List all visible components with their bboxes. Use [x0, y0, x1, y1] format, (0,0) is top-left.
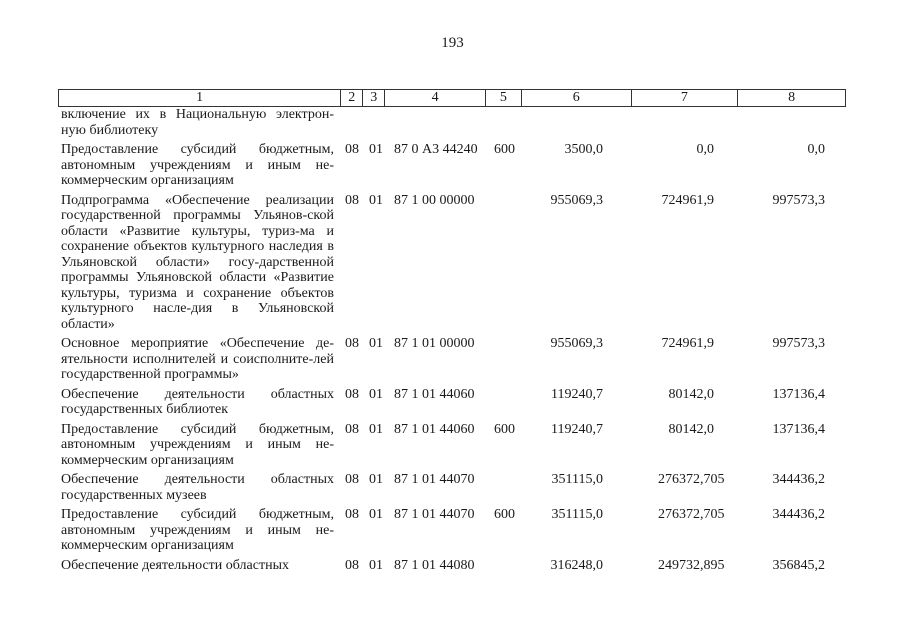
row-description: Предоставление субсидий бюджетным, автономным учреждениям и иным не-коммерческим организациям [61, 507, 334, 553]
cell-target-code: 87 1 01 44070 [394, 472, 475, 487]
cell-subchapter: 01 [369, 557, 383, 573]
cell-value-col7: 0,0 [696, 142, 714, 157]
cell-value-col7: 276372,705 [658, 507, 725, 522]
cell-value-col6: 955069,3 [550, 192, 603, 208]
cell-subchapter: 01 [369, 142, 383, 157]
header-col-5: 5 [486, 90, 522, 106]
cell-subchapter: 01 [369, 386, 383, 402]
cell-value-col7: 80142,0 [668, 421, 714, 437]
table-row [61, 107, 841, 138]
cell-expense-type: 600 [494, 142, 515, 157]
cell-subchapter: 01 [369, 336, 383, 351]
cell-value-col7: 724961,9 [661, 192, 714, 208]
table-body [61, 108, 841, 573]
cell-value-col7: 249732,895 [658, 557, 725, 573]
cell-chapter: 08 [345, 192, 359, 208]
cell-value-col6: 3500,0 [564, 142, 603, 157]
row-description: Обеспечение деятельности областных [61, 557, 289, 573]
cell-chapter: 08 [345, 336, 359, 351]
cell-subchapter: 01 [369, 421, 383, 437]
cell-value-col6: 955069,3 [550, 336, 603, 351]
cell-value-col8: 344436,2 [772, 472, 825, 487]
cell-target-code: 87 1 01 44070 [394, 507, 475, 522]
header-col-7: 7 [632, 90, 739, 106]
cell-chapter: 08 [345, 472, 359, 487]
cell-value-col6: 351115,0 [551, 472, 603, 487]
row-description: Предоставление субсидий бюджетным, автономным учреждениям и иным не-коммерческим организациям [61, 421, 334, 468]
cell-subchapter: 01 [369, 507, 383, 522]
cell-chapter: 08 [345, 507, 359, 522]
row-description: Предоставление субсидий бюджетным, автономным учреждениям и иным не-коммерческим организациям [61, 142, 334, 188]
cell-target-code: 87 1 01 44060 [394, 421, 475, 437]
cell-value-col6: 119240,7 [551, 421, 603, 437]
cell-value-col8: 137136,4 [772, 386, 825, 402]
table-row [61, 387, 841, 418]
header-col-8: 8 [788, 90, 796, 105]
header-col-4: 4 [385, 90, 486, 106]
page-number: 193 [441, 35, 464, 51]
cell-value-col8: 997573,3 [772, 192, 825, 208]
cell-value-col8: 356845,2 [772, 557, 825, 573]
row-description: Обеспечение деятельности областных государственных библиотек [61, 386, 334, 417]
header-col-1: 1 [59, 90, 341, 106]
table-row [61, 422, 841, 469]
table-row [61, 507, 841, 554]
cell-chapter: 08 [345, 421, 359, 437]
table-row [61, 472, 841, 503]
cell-target-code: 87 1 01 00000 [394, 336, 475, 351]
cell-value-col7: 724961,9 [661, 336, 714, 351]
cell-target-code: 87 1 01 44080 [394, 557, 475, 573]
cell-expense-type: 600 [494, 421, 515, 437]
cell-value-col6: 351115,0 [551, 507, 603, 522]
cell-value-col8: 997573,3 [772, 336, 825, 351]
table-header [58, 89, 846, 107]
cell-value-col7: 80142,0 [668, 386, 714, 402]
header-col-2: 2 [341, 90, 363, 106]
cell-value-col8: 0,0 [807, 142, 825, 157]
cell-chapter: 08 [345, 557, 359, 573]
cell-value-col6: 119240,7 [551, 386, 603, 402]
table-row [61, 558, 841, 574]
row-description: Основное мероприятие «Обеспечение де-ятельности исполнителей и соисполните-лей государственной программы» [61, 336, 334, 382]
table-row [61, 336, 841, 383]
table-row [61, 142, 841, 189]
cell-value-col7: 276372,705 [658, 472, 725, 487]
cell-subchapter: 01 [369, 192, 383, 208]
row-description: включение их в Национальную электрон-ную библиотеку [61, 107, 334, 138]
row-description: Обеспечение деятельности областных государственных музеев [61, 472, 334, 503]
cell-value-col6: 316248,0 [550, 557, 603, 573]
cell-value-col8: 137136,4 [772, 421, 825, 437]
cell-expense-type: 600 [494, 507, 515, 522]
header-col-6: 6 [522, 90, 632, 106]
cell-chapter: 08 [345, 142, 359, 157]
cell-subchapter: 01 [369, 472, 383, 487]
cell-target-code: 87 1 01 44060 [394, 386, 475, 402]
cell-chapter: 08 [345, 386, 359, 402]
row-description: Подпрограмма «Обеспечение реализации государственной программы Ульянов-ской области «Развитие культуры, туриз-ма и сохранение объектов культурного наследия в Ульяновской области» госу-дарственной программы Ульяновской области «Развитие культуры, туризма и сохранение объектов культурного насле-дия в Ульяновской области» [61, 192, 334, 332]
cell-target-code: 87 1 00 00000 [394, 192, 475, 208]
cell-target-code: 87 0 А3 44240 [394, 142, 478, 157]
cell-value-col8: 344436,2 [772, 507, 825, 522]
table-row [61, 193, 841, 333]
header-col-3: 3 [363, 90, 385, 106]
